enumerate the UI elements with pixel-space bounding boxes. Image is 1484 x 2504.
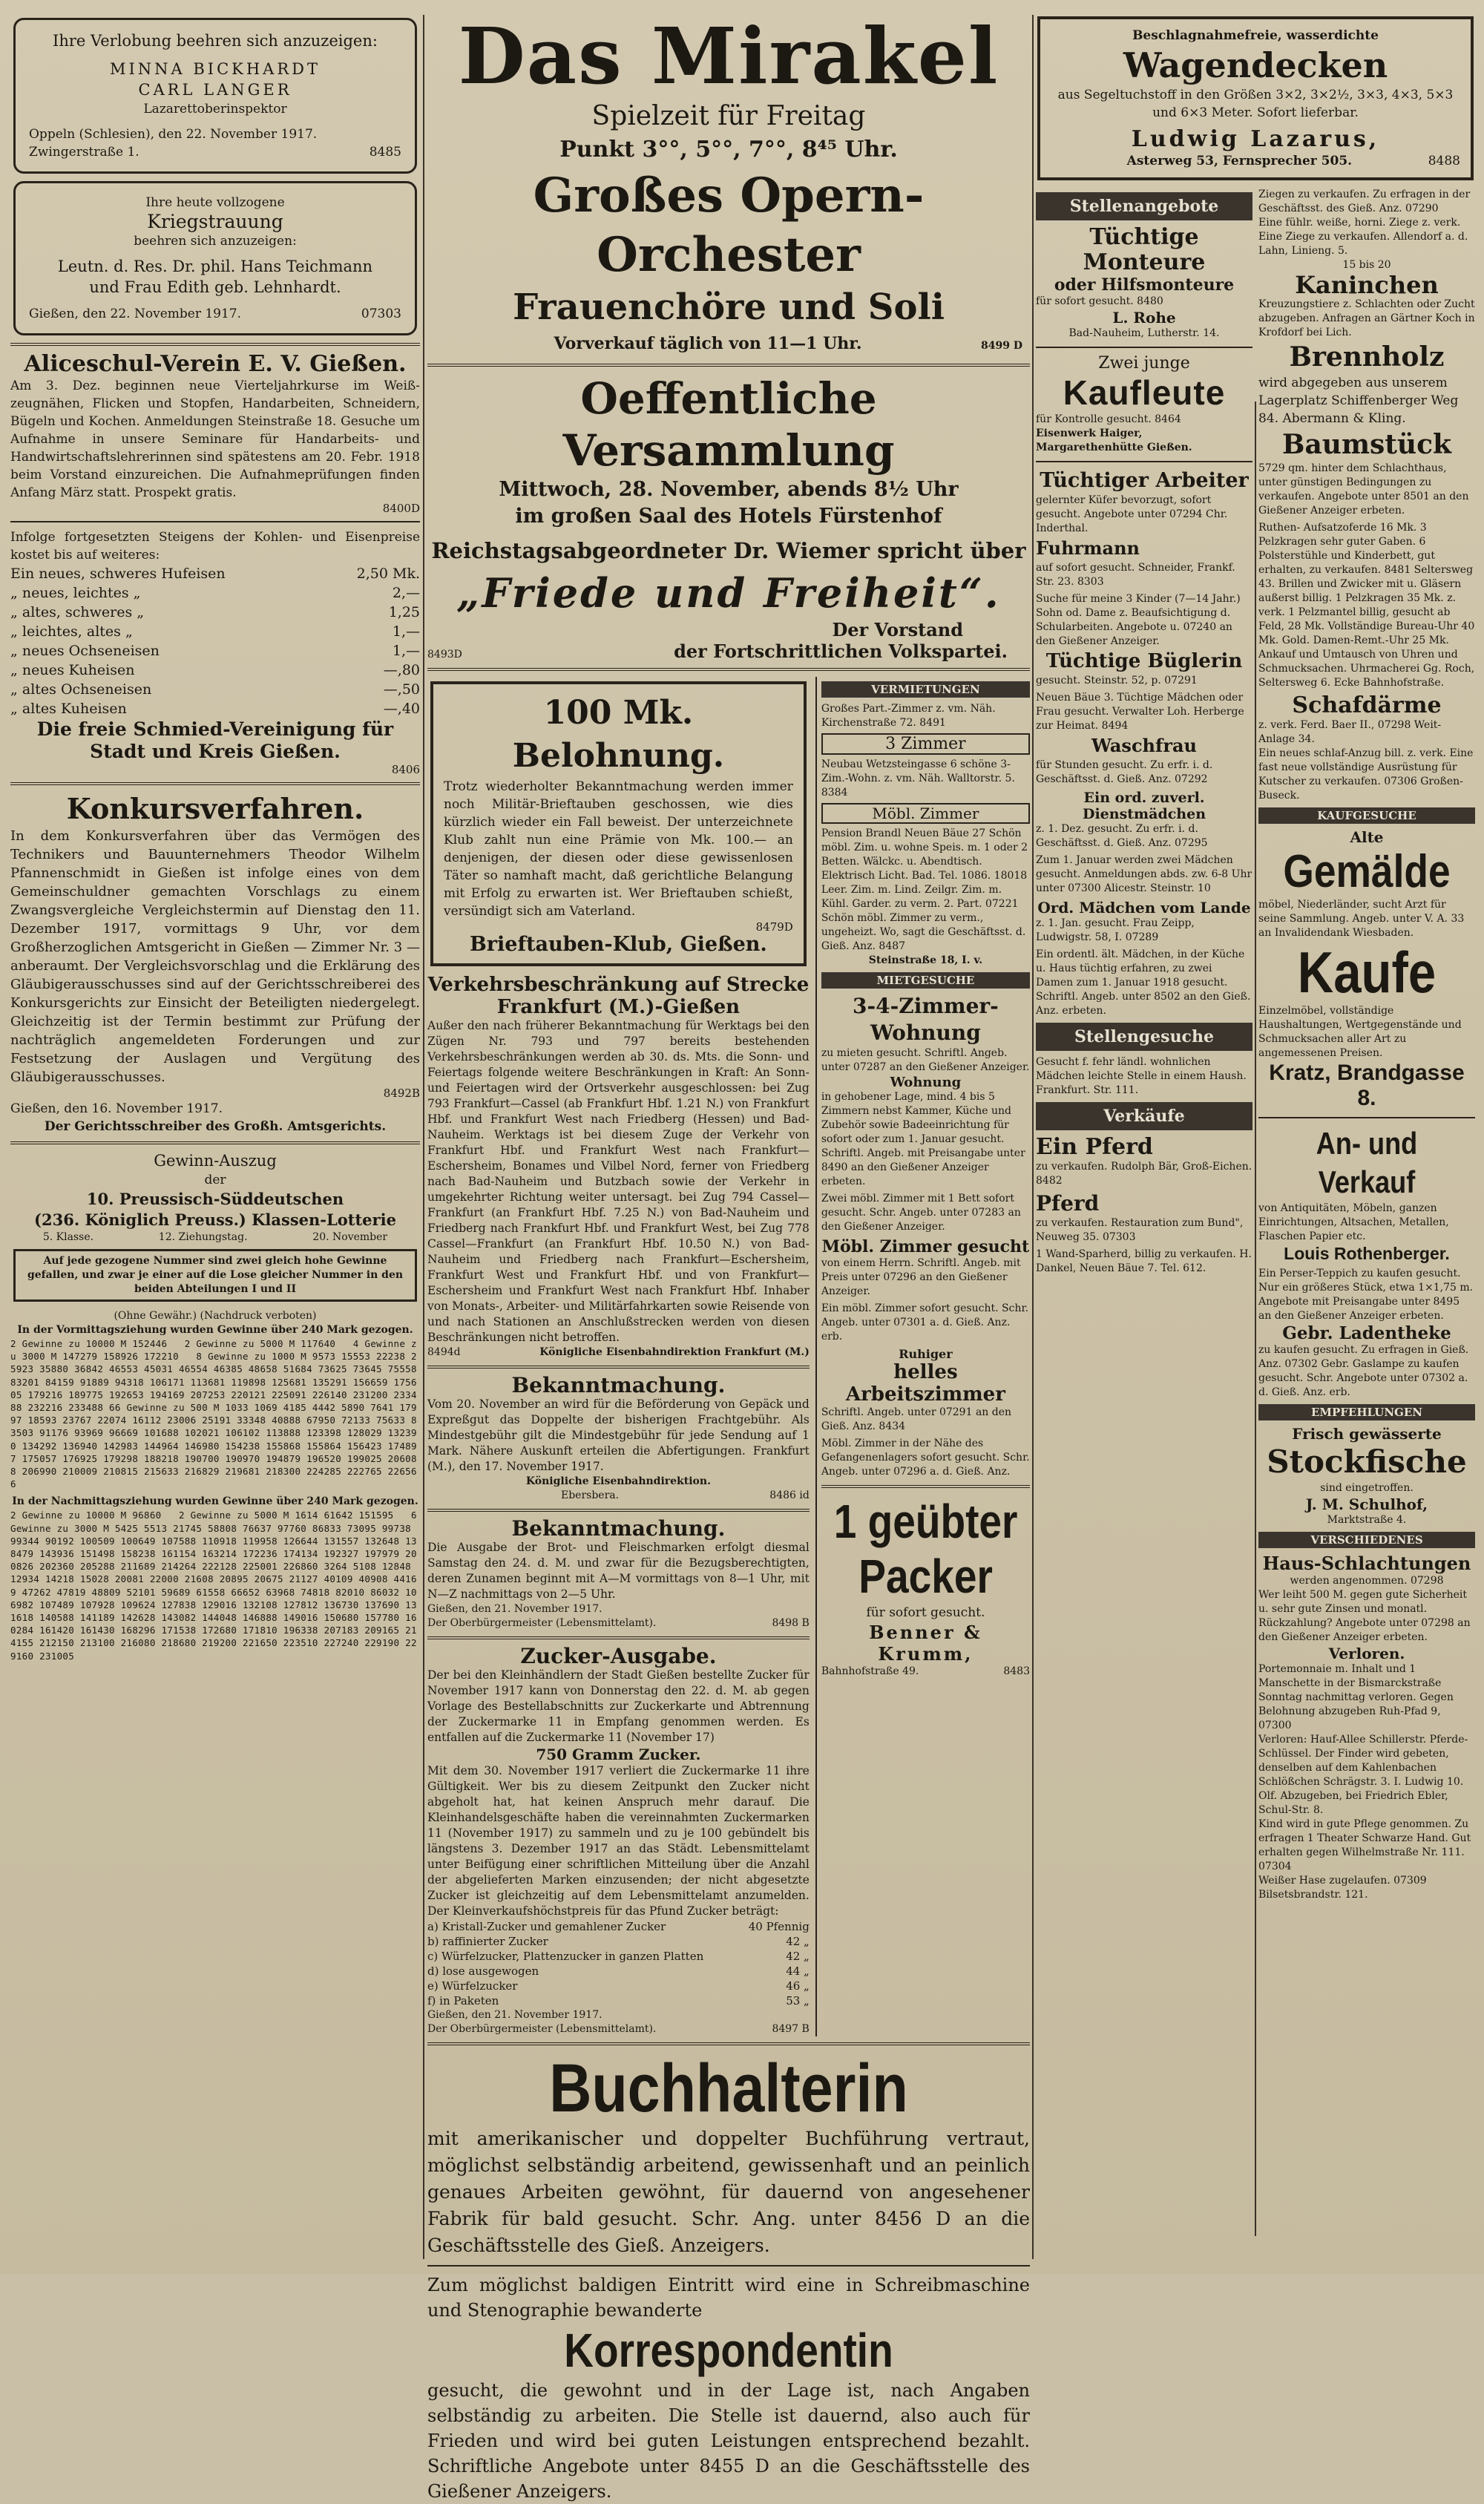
jobs-band: Stellenangebote	[1036, 192, 1252, 220]
price-value: 46 „	[786, 1979, 810, 1993]
rental-ad: Steinstraße 18, I. v.	[868, 954, 983, 966]
bueglerin-title: Tüchtige Büglerin	[1045, 650, 1243, 672]
packer-title: 1 geübter Packer	[833, 1495, 1018, 1603]
ad-ref: 8498 B	[772, 1617, 810, 1629]
rental-ad-head: Ruhiger	[899, 1347, 953, 1361]
ad-ref: 8494d	[427, 1346, 461, 1358]
smith-intro: Infolge fortgesetzten Steigens der Kohlen- und Eisenpreise kostet bis auf weiteres:	[10, 530, 420, 563]
lottery-title-3: 10. Preussisch-Süddeutschen	[86, 1190, 344, 1208]
geld-text: Wer leiht 500 M. gegen gute Sicherheit u. sehr gute Zinsen und monatl. Rückzahlung? Angebote unter 07298 an den Gießener Anzeiger erbeten.	[1258, 1589, 1471, 1643]
brennholz-text: wird abgegeben aus unserem Lagerplatz Schiffenberger Weg 84. Abermann & Kling.	[1258, 376, 1459, 426]
misc-band: VERSCHIEDENES	[1258, 1532, 1475, 1548]
meeting-topic: „Friede und Freiheit“.	[456, 569, 1001, 617]
mirakel-choir: Frauenchöre und Soli	[513, 286, 945, 328]
neu-text: Ein neues schlaf-Anzug bill. z. verk. Eine fast neue vollständige Ausrüstung für Kutscher zu verkaufen. 07306 Großen-Buseck.	[1258, 747, 1474, 802]
price-value: —,80	[383, 662, 420, 678]
rental-ad: in gehobener Lage, mind. 4 bis 5 Zimmern nebst Kammer, Küche und Zubehör sowie Badeeinrichtung für sofort oder zum 1. Januar gesucht. Schriftl. Angeb. mit Preisangabe unter 8490 an den Gießener Anzeiger erbeten.	[821, 1091, 1025, 1187]
rental-ad: Großes Part.-Zimmer z. vm. Näh. Kirchenstraße 72. 8491	[821, 703, 996, 729]
kauf-title: Kaufleute	[1063, 373, 1226, 412]
rental-ad-head: 3-4-Zimmer-Wohnung	[853, 994, 999, 1045]
correspondent-intro: Zum möglichst baldigen Eintritt wird eine in Schreibmaschine und Stenographie bewanderte	[427, 2275, 1030, 2321]
rental-ad-head: Möbl. Zimmer	[821, 803, 1030, 824]
price-row	[10, 661, 420, 680]
lottery-pm-numbers: 2 Gewinne zu 10000 M 96860 2 Gewinne zu 5000 M 1614 61642 151595 6 Gewinne zu 3000 M 5425 5513 21745 58808 76637 97760 86833 73095 99738 99344 90192 100509 100649 107588 110918 119958 126644 131557 132648 138479 143936 151498 158238 161154 163214 172236 174134 192327 197979 200826 202360 205288 211689 214264 222128 225001 226860 3264 5108 12848 12934 14218 15028 20081 22000 21608 20895 20675 21127 40109 40908 44169 47262 47819 48809 52101 59689 61558 66652 63968 74818 82010 86032 106982 107489 107928 109624 127838 129016 132108 127812 136730 137690 131618 140588 141189 142628 143082 144048 146888 149016 150680 157780 160284 161420 161430 168296 171538 172680 171810 196338 207183 209165 214155 212150 213100 216080 218680 219200 221650 223510 227240 229190 229160 231005	[10, 1510, 423, 1662]
lottery-title-4: (236. Königlich Preuss.) Klassen-Lotterie	[34, 1210, 396, 1229]
price-value: —,40	[383, 701, 420, 717]
mirakel-playtime: Spielzeit für Freitag	[591, 101, 866, 131]
monteur-title: Tüchtige Monteure	[1083, 224, 1206, 275]
arbeiter-title: Tüchtiger Arbeiter	[1040, 469, 1249, 492]
packer-sub: für sofort gesucht.	[866, 1605, 985, 1620]
reward-ad	[430, 681, 807, 966]
price-row	[10, 583, 420, 603]
price-item: f) in Paketen	[427, 1994, 499, 2008]
price-value: 1,—	[392, 643, 420, 659]
rentals-band: VERMIETUNGEN	[821, 681, 1030, 698]
wedding-intro: Ihre heute vollzogene	[145, 195, 285, 210]
land-text: z. 1. Jan. gesucht. Frau Zeipp, Ludwigstr. 58, I. 07289	[1036, 917, 1195, 943]
reward-sign: Brieftauben-Klub, Gießen.	[469, 933, 767, 956]
price-value: 53 „	[786, 1994, 810, 2008]
mirakel-title: Das Mirakel	[458, 10, 999, 102]
price-row	[10, 680, 420, 699]
right-subcolumn-a	[1036, 188, 1252, 2236]
bookkeeper-title: Buchhalterin	[549, 2051, 908, 2126]
column-divider	[1032, 15, 1034, 2259]
alte-label: Alte	[1350, 828, 1384, 846]
right-subcolumn-b	[1258, 188, 1475, 2236]
middle-right-subcolumn	[815, 677, 1030, 2036]
meeting-party: der Fortschrittlichen Volkspartei.	[674, 640, 1008, 662]
dienst-title: Ein ord. zuverl. Dienstmädchen	[1082, 790, 1206, 822]
price-row	[10, 603, 420, 622]
kaninchen-text: Kreuzungstiere z. Schlachten oder Zucht abzugeben. Anfragen an Gärtner Koch in Krofdorf bei Lich.	[1258, 298, 1475, 338]
notice2-title: Bekanntmachung.	[511, 1516, 726, 1541]
reward-title: 100 Mk. Belohnung.	[512, 694, 725, 775]
herd-text: 1 Wand-Sparherd, billig zu verkaufen. H. Dankel, Neuen Bäue 7. Tel. 612.	[1036, 1248, 1252, 1274]
ad-ref: 8493D	[427, 649, 462, 661]
ferkel-text: Eine fühlr. weiße, horni. Ziege z. verk. Eine Ziege zu verkaufen. Allendorf a. d. Lahn, Linieng. 5.	[1258, 217, 1468, 257]
ad-ref: 8488	[1428, 154, 1460, 168]
reward-text: Trotz wiederholter Bekanntmachung werden immer noch Militär-Brieftauben geschossen, wie dies kürzlich wieder ein Fall beweist. Der unterzeichnete Klub zahlt nun eine Prämie von Mk. 100.— an denjenigen, der diesen oder diese gewissenlosen Täter so namhaft macht, daß gerichtliche Belangung mit Erfolg zu erwarten ist. Wer Brieftauben schießt, versündigt sich am Vaterland.	[444, 779, 793, 919]
ad-ref: 8406	[391, 763, 420, 776]
price-item: d) lose ausgewogen	[427, 1964, 539, 1978]
rental-ad-head: Wohnung	[890, 1075, 962, 1090]
column-divider	[423, 15, 424, 2259]
baumstueck-text: 5729 qm. hinter dem Schlachthaus, unter günstigen Bedingungen zu verkaufen. Angebote unter 8501 an den Gießener Anzeiger erbeten.	[1258, 462, 1469, 517]
rental-ad: zu mieten gesucht. Schriftl. Angeb. unter 07287 an den Gießener Anzeiger.	[821, 1047, 1030, 1073]
blankets-firm: Ludwig Lazarus,	[1131, 126, 1380, 152]
price-item: „ altes, schweres „	[10, 604, 145, 620]
rental-ad-head: 3 Zimmer	[821, 733, 1030, 755]
verloren2-text: Verloren: Hauf-Allee Schillerstr. Pferde-Schlüssel. Der Finder wird gebeten, denselben auf dem Kahlenbachen Schlößchen Schrägstr. 3. I. Ludwig 10. Olf. Abzugeben, bei Friedrich Ebler, Schul-Str. 8.	[1258, 1734, 1468, 1816]
left-column	[10, 13, 423, 2261]
sugar-date: Gießen, den 21. November 1917.	[427, 2009, 603, 2021]
rental-ad: Ein möbl. Zimmer sofort gesucht. Schr. Angeb. unter 07301 a. d. Gieß. Anz. erb.	[821, 1302, 1029, 1343]
kaufe-title: Kaufe	[1297, 940, 1437, 1005]
baumstueck-title: Baumstück	[1282, 429, 1451, 460]
engagement-name-1: MINNA BICKHARDT	[109, 60, 321, 78]
waschfrau-text: für Stunden gesucht. Zu erfr. i. d. Geschäftsst. d. Gieß. Anz. 07292	[1036, 759, 1213, 785]
smith-price-list	[10, 564, 420, 718]
price-item: Ein neues, schweres Hufeisen	[10, 566, 226, 582]
ad-ref: 8485	[369, 145, 401, 160]
pferd2-text: zu verkaufen. Restauration zum Bund", Neuweg 35. 07303	[1036, 1217, 1244, 1243]
price-value: 1,—	[392, 623, 420, 640]
gemaelde-title: Gemälde	[1283, 846, 1451, 897]
price-item: b) raffinierter Zucker	[427, 1935, 548, 1948]
sales-band: Verkäufe	[1036, 1102, 1252, 1130]
pferd2-title: Pferd	[1036, 1191, 1100, 1216]
school-text: Am 3. Dez. beginnen neue Vierteljahrkurse im Weiß-zeugnähen, Flicken und Stopfen, Handarbeiten, Schneidern, Bügeln und Kochen. Anmeldungen Steinstraße 18. Gesuche um Aufnahme in unsere Seminare für Handarbeits- und Handwirtschaftslehrerinnen sind spätestens am 20. Febr. 1918 beim Vorstand einzureichen. Die Aufnahmeprüfungen finden Anfang März statt. Prospekt gratis.	[10, 378, 420, 500]
gemaelde-text: möbel, Niederländer, sucht Arzt für seine Sammlung. Angeb. unter V. A. 33 an Invalidendank Wiesbaden.	[1258, 899, 1465, 939]
verloren-text: Portemonnaie m. Inhalt und 1 Manschette in der Bismarckstraße Sonntag nachmittag verloren. Gegen Belohnung abzugeben Ruh-Pfad 9, 07300	[1258, 1663, 1454, 1731]
price-item: „ neues Ochseneisen	[10, 643, 160, 659]
ad-ref: 8497 B	[772, 2023, 810, 2035]
traffic-sign: Königliche Eisenbahndirektion Frankfurt (M.)	[539, 1346, 810, 1358]
lottery-title-2: der	[204, 1173, 226, 1187]
waschfrau-title: Waschfrau	[1091, 735, 1197, 756]
monteur-text: für sofort gesucht. 8480	[1036, 295, 1163, 307]
ad-ref: 8400D	[382, 502, 420, 515]
price-row	[10, 641, 420, 661]
price-item: a) Kristall-Zucker und gemahlener Zucker	[427, 1920, 666, 1933]
price-item: „ leichtes, altes „	[10, 623, 133, 640]
rental-ad: Zwei möbl. Zimmer mit 1 Bett sofort gesucht. Schr. Angeb. unter 07283 an den Gießener Anzeiger.	[821, 1193, 1021, 1233]
wedding-notice	[13, 181, 417, 335]
fisch-firm: J. M. Schulhof,	[1305, 1495, 1428, 1513]
sugar-sign: Der Oberbürgermeister (Lebensmittelamt).	[427, 2023, 657, 2035]
ad-ref: 8499 D	[981, 340, 1022, 352]
wanted-band: MIETGESUCHE	[821, 972, 1030, 989]
anv-text: von Antiquitäten, Möbeln, ganzen Einrichtungen, Altsachen, Metallen, Flaschen Papier etc.	[1258, 1202, 1449, 1242]
price-item: c) Würfelzucker, Plattenzucker in ganzen Platten	[427, 1950, 704, 1963]
kind-text: Kind wird in gute Pflege genommen. Zu erfragen 1 Theater Schwarze Hand. Gut erhalten gegen Wilhelmstraße Nr. 111. 07304	[1258, 1818, 1471, 1872]
arbeiter-text: gelernter Küfer bevorzugt, sofort gesucht. Angebote unter 07294 Chr. Inderthal.	[1036, 494, 1228, 534]
wedding-title: Kriegstrauung	[147, 211, 283, 232]
price-value: 42 „	[786, 1935, 810, 1948]
fisch-title: Stockfische	[1267, 1443, 1467, 1480]
bookkeeper-text: mit amerikanischer und doppelter Buchführung vertraut, möglichst selbständig arbeitend, gewissenhaft und an peinlich genaues Arbeiten gewöhnt, für dauernd von angesehener Fabrik für bald gesucht. Schr. Ang. unter 8456 D an die Geschäftsstelle des Gieß. Anzeigers.	[427, 2128, 1030, 2256]
price-item: „ altes Kuheisen	[10, 701, 127, 717]
sugar-price-list	[427, 1919, 810, 2008]
purchase-band: KAUFGESUCHE	[1258, 807, 1475, 824]
rental-ad: Schön möbl. Zimmer zu verm., ungeheizt. Wo, sagt die Geschäftsst. d. Gieß. Anz. 8487	[821, 912, 1026, 952]
bankruptcy-text: In dem Konkursverfahren über das Vermögen des Technikers und Bauunternehmers Theodor Wilhelm Pfannenschmidt in Gießen ist infolge eines von dem Gemeinschuldner gemachten Vorschlags zu einem Zwangsvergleiche Vergleichstermin auf Dienstag den 11. Dezember 1917, vormittags 9 Uhr, vor dem Großherzoglichen Amtsgericht in Gießen — Zimmer Nr. 3 — anberaumt. Der Vergleichsvorschlag und die Erklärung des Gläubigerausschusses sind auf der Gerichtsschreiberei des Konkursgerichts zur Einsicht der Beteiligten niedergelegt. Gleichzeitig ist der Termin bestimmt zur Prüfung der nachträglich angemeldeten Forderungen und zur Festsetzung der Auslagen und Vergütung des Gläubigerausschusses.	[10, 828, 420, 1085]
meeting-when: Mittwoch, 28. November, abends 8½ Uhr	[499, 478, 959, 501]
laden-text: zu kaufen gesucht. Zu erfragen in Gieß. Anz. 07302 Gebr. Gaslampe zu kaufen gesucht. Schr. Angebote unter 07302 a. d. Gieß. Anz. erb.	[1258, 1344, 1469, 1398]
mirakel-presale: Vorverkauf täglich von 11—1 Uhr.	[554, 334, 862, 353]
price-value: —,50	[383, 681, 420, 698]
recommend-band: EMPFEHLUNGEN	[1258, 1404, 1475, 1420]
sugar-text-2: Mit dem 30. November 1917 verliert die Zuckermarke 11 ihre Gültigkeit. Wer bis zu diesem Zeitpunkt den Zucker nicht abgeholt hat, hat keinen Anspruch mehr darauf. Die Kleinhandelsgeschäfte haben die vereinnahmten Zuckermarken 11 (November 1917) zu sammeln und zu je 100 gebündelt bis längstens 3. Dezember 1917 an das Städt. Lebensmittelamt unter Beifügung einer schriftlichen Mitteilung über die Anzahl der abgelieferten Marken einzusenden; der nicht abgesetzte Zucker ist gleichzeitig auf dem Lebensmittelamt anzumelden. Der Kleinverkaufshöchstpreis für das Pfund Zucker beträgt:	[427, 1764, 810, 1918]
ad-ref: 8483	[1003, 1665, 1030, 1677]
fisch-addr: Marktstraße 4.	[1327, 1514, 1407, 1526]
lottery-am-numbers: 2 Gewinne zu 10000 M 152446 2 Gewinne zu 5000 M 117640 4 Gewinne zu 3000 M 147279 158926 172210 8 Gewinne zu 1000 M 9573 15553 22238 25923 35880 36842 46553 45031 46554 46385 48658 51684 73625 73645 75558 83201 84159 91889 94318 106171 113681 119898 125681 135291 156659 175605 179216 189775 192653 194169 207253 220121 225091 226140 231200 233488 232216 233488 66 Gewinne zu 500 M 1033 1069 4185 4442 5890 7641 17997 18593 23767 22074 16112 23006 25191 33348 40888 67950 72133 75633 83503 91176 93969 96669 101688 102021 106102 113888 123398 128029 132390 134292 136940 142983 144964 146980 154238 155868 155864 156423 174897 175057 176925 179298 188218 190700 190970 194879 196520 199025 206088 206990 210009 210815 215633 216829 219681 218300 224285 222765 226566	[10, 1338, 423, 1490]
lottery-date: 20. November	[312, 1231, 388, 1243]
lottery-title: Gewinn-Auszug	[154, 1152, 277, 1170]
mirakel-times: Punkt 3°°, 5°°, 7°°, 8⁴⁵ Uhr.	[559, 137, 898, 163]
smith-sign: Die freie Schmied-Vereinigung für Stadt und Kreis Gießen.	[36, 718, 394, 762]
bankruptcy-date: Gießen, den 16. November 1917.	[10, 1101, 223, 1116]
fisch-head: Frisch gewässerte	[1292, 1425, 1442, 1443]
anv-title: An- und Verkauf	[1316, 1126, 1418, 1199]
engagement-title: Lazarettoberinspektor	[143, 102, 287, 117]
lottery-class: 5. Klasse.	[42, 1231, 94, 1243]
meeting-title: Oeffentliche Versammlung	[562, 373, 895, 476]
notice1-text: Vom 20. November an wird für die Beförderung von Gepäck und Expreßgut das Doppelte der bisherigen Frachtgebühr. Als Mindestgebühr gilt die Mindestgebühr für jede Sendung auf 1 Mark. Nähere Auskunft erteilen die Abfertigungen. Frankfurt (M.), den 17. November 1917.	[427, 1397, 810, 1473]
blankets-ad	[1037, 16, 1474, 180]
sugar-amount: 750 Gramm Zucker.	[536, 1746, 701, 1763]
kauf-text: für Kontrolle gesucht. 8464	[1036, 413, 1181, 425]
kauf-firm: Eisenwerk Haiger, Margarethenhütte Gießen.	[1036, 427, 1192, 453]
meeting-speaker: Reichstagsabgeordneter Dr. Wiemer spricht über	[431, 538, 1026, 563]
price-row	[427, 1919, 810, 1934]
lottery-pm-heading: In der Nachmittagsziehung wurden Gewinne über 240 Mark gezogen.	[12, 1495, 418, 1508]
lottery-note: Auf jede gezogene Nummer sind zwei gleich hohe Gewinne gefallen, und zwar je einer auf die Lose gleicher Nummer in den beiden Abteilungen I und II	[13, 1249, 417, 1302]
zwei-text: Zum 1. Januar werden zwei Mädchen gesucht. Anmeldungen abds. zw. 6-8 Uhr unter 07300 Alicestr. Steinstr. 10	[1036, 854, 1252, 894]
rental-ad: Neubau Wetzsteingasse 6 schöne 3-Zim.-Wohn. z. vm. Näh. Walltorstr. 5. 8384	[821, 758, 1015, 799]
kauf-head: Zwei junge	[1098, 354, 1190, 373]
mix-text: Ruthen- Aufsatzoferde 16 Mk. 3 Pelzkragen sehr guter Gaben. 6 Polsterstühle und Kinderbett, gut erhalten, zu verkaufen. 8481 Seltersweg 43. Brillen und Zwicker mit u. Gläsern außerst billig. 1 Pelzkragen 35 Mk. z. verk. 1 Pelzmantel billig, gesucht ab Feld, 28 Mk. Vollständige Bureau-Uhr 40 Mk. Gold. Damen-Remt.-Uhr 25 Mk. Ankauf und Umtausch von Uhren und Schmucksachen. Uhrmacherei Gg. Roch, Seltersweg 6. Ecke Bahnhofstraße.	[1258, 522, 1475, 689]
wedding-verb: beehren sich anzuzeigen:	[134, 234, 297, 249]
fuhrmann-title: Fuhrmann	[1036, 537, 1140, 559]
bueglerin-text: gesucht. Steinstr. 52, p. 07291	[1036, 675, 1198, 686]
price-value: 1,25	[388, 604, 420, 620]
haus-title: Haus-Schlachtungen	[1262, 1553, 1471, 1574]
teppich-text: Ein Perser-Teppich zu kaufen gesucht. Nur ein größeres Stück, etwa 1×1,75 m. Angebote mit Preisangabe unter 8495 an den Gießener Anzeiger erbeten.	[1258, 1268, 1474, 1322]
price-row	[10, 564, 420, 583]
price-row	[427, 1934, 810, 1949]
alt-text: Ein ordentl. ält. Mädchen, in der Küche u. Haus tüchtig erfahren, zu zwei Damen zum 1. Januar 1918 gesucht. Schriftl. Angeb. unter 8502 an den Gieß. Anz. erbeten.	[1036, 948, 1251, 1017]
monteur-sub: oder Hilfsmonteure	[1054, 275, 1235, 295]
price-row	[427, 1964, 810, 1979]
ad-ref: 8492B	[383, 1087, 420, 1100]
pferd-text: zu verkaufen. Rudolph Bär, Groß-Eichen. 8482	[1036, 1161, 1252, 1187]
right-column	[1036, 13, 1475, 2261]
maedchen-text: Neuen Bäue 3. Tüchtige Mädchen oder Frau gesucht. Verwalter Loh. Herberge zur Heimat. 8494	[1036, 692, 1244, 732]
dienst-text: z. 1. Dez. gesucht. Zu erfr. i. d. Geschäftsst. d. Gieß. Anz. 07295	[1036, 823, 1208, 849]
lottery-am-heading: In der Vormittagsziehung wurden Gewinne über 240 Mark gezogen.	[17, 1324, 413, 1336]
kaufe-text: Einzelmöbel, vollständige Haushaltungen, Wertgegenstände und Schmucksachen aller Art zu angemessenen Preisen.	[1258, 1005, 1462, 1059]
price-value: 40 Pfennig	[748, 1920, 810, 1933]
packer-firm: Benner & Krumm,	[869, 1622, 982, 1665]
kratz-firm: Kratz, Brandgasse 8.	[1269, 1061, 1465, 1110]
mirakel-orchestra: Großes Opern-Orchester	[533, 168, 925, 283]
notice1-sign: Königliche Eisenbahndirektion.	[525, 1475, 711, 1487]
school-title: Aliceschul-Verein E. V. Gießen.	[24, 351, 407, 377]
engagement-notice	[13, 18, 417, 174]
fisch-sub: sind eingetroffen.	[1320, 1482, 1414, 1494]
rental-ad-head: Möbl. Zimmer gesucht	[821, 1237, 1030, 1256]
traffic-title: Verkehrsbeschränkung auf Strecke Frankfurt (M.)-Gießen	[427, 974, 810, 1018]
lottery-legal: (Ohne Gewähr.) (Nachdruck verboten)	[114, 1310, 317, 1322]
mutter-text: Suche für meine 3 Kinder (7—14 Jahr.) Sohn od. Dame z. Beaufsichtigung d. Schularbeiten. Angebote u. 07240 an den Gießener Anzeiger.	[1036, 593, 1241, 647]
notice1-sign-2: Ebersbera.	[561, 1489, 620, 1501]
middle-column	[427, 10, 1030, 2502]
sugar-title: Zucker-Ausgabe.	[520, 1644, 717, 1668]
correspondent-title: Korrespondentin	[564, 2324, 893, 2377]
price-row	[427, 1979, 810, 1993]
louis-firm: Louis Rothenberger.	[1284, 1244, 1450, 1263]
hase-text: Weißer Hase zugelaufen. 07309 Bilsetsbrandstr. 121.	[1258, 1875, 1427, 1901]
notice2-sign: Der Oberbürgermeister (Lebensmittelamt).	[427, 1617, 657, 1629]
blankets-text: aus Segeltuchstoff in den Größen 3×2, 3×2½, 3×3, 4×3, 5×3 und 6×3 Meter. Sofort lieferbar.	[1057, 88, 1454, 120]
engagement-place: Oppeln (Schlesien), den 22. November 1917.	[29, 127, 318, 142]
engagement-intro: Ihre Verlobung beehren sich anzuzeigen:	[53, 32, 378, 50]
price-item: e) Würfelzucker	[427, 1979, 518, 1993]
price-row	[427, 1993, 810, 2008]
darm-text: z. verk. Ferd. Baer II., 07298 Weit-Anlage 34.	[1258, 719, 1442, 745]
traffic-text: Außer den nach früherer Bekanntmachung für Werktags bei den Zügen Nr. 793 und 797 bereits bestehenden Verkehrsbeschränkungen werden ab 30. ds. Mts. die Sonn- und Feiertags folgende weitere Beschränkungen in Kraft: An Sonn- und Feiertagen wird der Ortsverkehr ausgeschlossen: bei Zug 793 Frankfurt—Cassel (ab Frankfurt Hbf. 1.21 N.) von Frankfurt Hbf. und Frankfurt West nach Friedberg (Hessen) und Bad-Nauheim. Werktags ist bei diesem Zuge der Verkehr von Frankfurt Hbf. und Frankfurt West nach Frankfurt—Eschersheim, Bonames und Vilbel Nord, ferner von Friedberg nach Bad-Nauheim und Butzbach sowie der Verkehr in umgekehrter Richtung weiter untersagt. bei Zug 794 Cassel—Frankfurt (an Frankfurt Hbf. 7.25 N.) von Bad-Nauheim und Friedberg nach Frankfurt Hbf. und Frankfurt West, bei Zug 778 Cassel—Frankfurt (an Frankfurt Hbf. 10.50 N.) von Bad-Nauheim und Friedberg nach Frankfurt—Eschersheim, Frankfurt West und Frankfurt Hbf. und von Frankfurt—Eschersheim und Frankfurt West nach Frankfurt Hbf. Inhaber von Monats-, Arbeiter- und Militärfahrkarten sowie Reisende von und nach Stationen an Anschlußstrecken werden von diesen Beschränkungen nicht betroffen.	[427, 1019, 810, 1344]
notice2-text: Die Ausgabe der Brot- und Fleischmarken erfolgt diesmal Samstag den 24. d. M. und zwar für die Bezugsberechtigten, deren Zunamen beginnt mit A—M vormittags von 8—1 Uhr, mit N—Z nachmittags von 2—5 Uhr.	[427, 1541, 810, 1601]
price-item: „ altes Ochseneisen	[10, 681, 152, 698]
bankruptcy-sign: Der Gerichtsschreiber des Großh. Amtsgerichts.	[44, 1119, 387, 1134]
correspondent-text: gesucht, die gewohnt und in der Lage ist, nach Angaben selbständig zu arbeiten. Die Stelle ist dauernd, also auch für Frieden und wird bei guten Leistungen entsprechend bezahlt. Schriftliche Angebote unter 8455 D an die Geschäftsstelle des Gießener Anzeigers.	[427, 2380, 1030, 2502]
price-item: „ neues Kuheisen	[10, 662, 135, 678]
kaninchen-title: Kaninchen	[1295, 271, 1439, 299]
rental-ad: Möbl. Zimmer in der Nähe des Gefangenenlagers sofort gesucht. Schr. Angeb. unter 07296 a. d. Gieß. Anz.	[821, 1438, 1030, 1478]
meeting-board: Der Vorstand	[832, 619, 963, 640]
land-title: Ord. Mädchen vom Lande	[1037, 899, 1251, 917]
haus-text: werden angenommen. 07298	[1290, 1575, 1444, 1587]
price-item: „ neues, leichtes „	[10, 585, 141, 601]
fuhrmann-text: auf sofort gesucht. Schneider, Frankf. Str. 23. 8303	[1036, 562, 1235, 588]
pferd-title: Ein Pferd	[1036, 1134, 1153, 1160]
rental-ad: Leer. Zim. m. Lind. Zeilgr. Zim. m. Kühl. Garder. zu verm. 2. Part. 07221	[821, 884, 1019, 910]
brennholz-title: Brennholz	[1289, 341, 1445, 373]
packer-street: Bahnhofstraße 49.	[821, 1665, 919, 1677]
price-value: 2,—	[392, 585, 420, 601]
price-row	[427, 1949, 810, 1964]
sugar-text: Der bei den Kleinhändlern der Stadt Gießen bestellte Zucker für November 1917 kann von Donnerstag den 22. d. M. ab gegen Vorlage des Bestellabschnitts zur Zuckerkarte und Abtrennung der Zuckermarke 11 in Empfang genommen werden. Es entfallen auf die Zuckermarke 11 (November 17)	[427, 1668, 810, 1744]
blankets-title: Wagendecken	[1123, 45, 1388, 85]
rental-ad-head: helles Arbeitszimmer	[845, 1361, 1005, 1406]
notice1-title: Bekanntmachung.	[511, 1373, 726, 1397]
engagement-street: Zwingerstraße 1.	[29, 145, 139, 160]
jobs-wanted-band: Stellengesuche	[1036, 1023, 1252, 1051]
ad-ref: 8486 id	[769, 1489, 810, 1501]
ad-ref: 07303	[361, 307, 401, 321]
rental-ad: von einem Herrn. Schriftl. Angeb. mit Preis unter 07296 an den Gießener Anzeiger.	[821, 1257, 1021, 1297]
bankruptcy-title: Konkursverfahren.	[66, 792, 364, 825]
rental-ad: Schriftl. Angeb. unter 07291 an den Gieß. Anz. 8434	[821, 1406, 1012, 1432]
ferkel-ref: 15 bis 20	[1342, 259, 1391, 271]
rental-ad: Pension Brandl Neuen Bäue 27 Schön möbl. Zim. u. wohne Speis. m. 1 oder 2 Betten. Wälckc. u. Abendtisch. Elektrisch Licht. Bad. Tel. 1086. 18018	[821, 827, 1028, 882]
verloren-title: Verloren.	[1328, 1645, 1405, 1662]
notice2-date: Gießen, den 21. November 1917.	[427, 1603, 603, 1615]
wedding-place: Gießen, den 22. November 1917.	[29, 307, 242, 321]
gesuch-text: Gesucht f. fehr ländl. wohnlichen Mädchen leichte Stelle in einem Haush. Frankfurt. Str. 111.	[1036, 1056, 1247, 1096]
price-value: 42 „	[786, 1950, 810, 1963]
darm-title: Schafdärme	[1292, 692, 1442, 718]
blankets-addr: Asterweg 53, Fernsprecher 505.	[1126, 154, 1353, 168]
laden-title: Gebr. Ladentheke	[1282, 1323, 1451, 1343]
price-row	[10, 622, 420, 641]
price-row	[10, 699, 420, 718]
ad-ref: 8479D	[755, 920, 793, 934]
engagement-name-2: CARL LANGER	[138, 81, 292, 99]
price-value: 2,50 Mk.	[356, 566, 420, 582]
blankets-top: Beschlagnahmefreie, wasserdichte	[1132, 28, 1379, 43]
wedding-line-1: Leutn. d. Res. Dr. phil. Hans Teichmann	[57, 258, 373, 275]
monteur-addr: Bad-Nauheim, Lutherstr. 14.	[1068, 327, 1220, 339]
monteur-firm: L. Rohe	[1112, 309, 1176, 327]
lottery-day: 12. Ziehungstag.	[158, 1231, 248, 1243]
meeting-where: im großen Saal des Hotels Fürstenhof	[515, 505, 942, 528]
middle-left-subcolumn	[427, 677, 810, 2036]
wedding-line-2: und Frau Edith geb. Lehnhardt.	[89, 278, 341, 296]
ziegen-text: Ziegen zu verkaufen. Zu erfragen in der Geschäftsst. des Gieß. Anz. 07290	[1258, 189, 1471, 214]
price-value: 44 „	[786, 1964, 810, 1978]
